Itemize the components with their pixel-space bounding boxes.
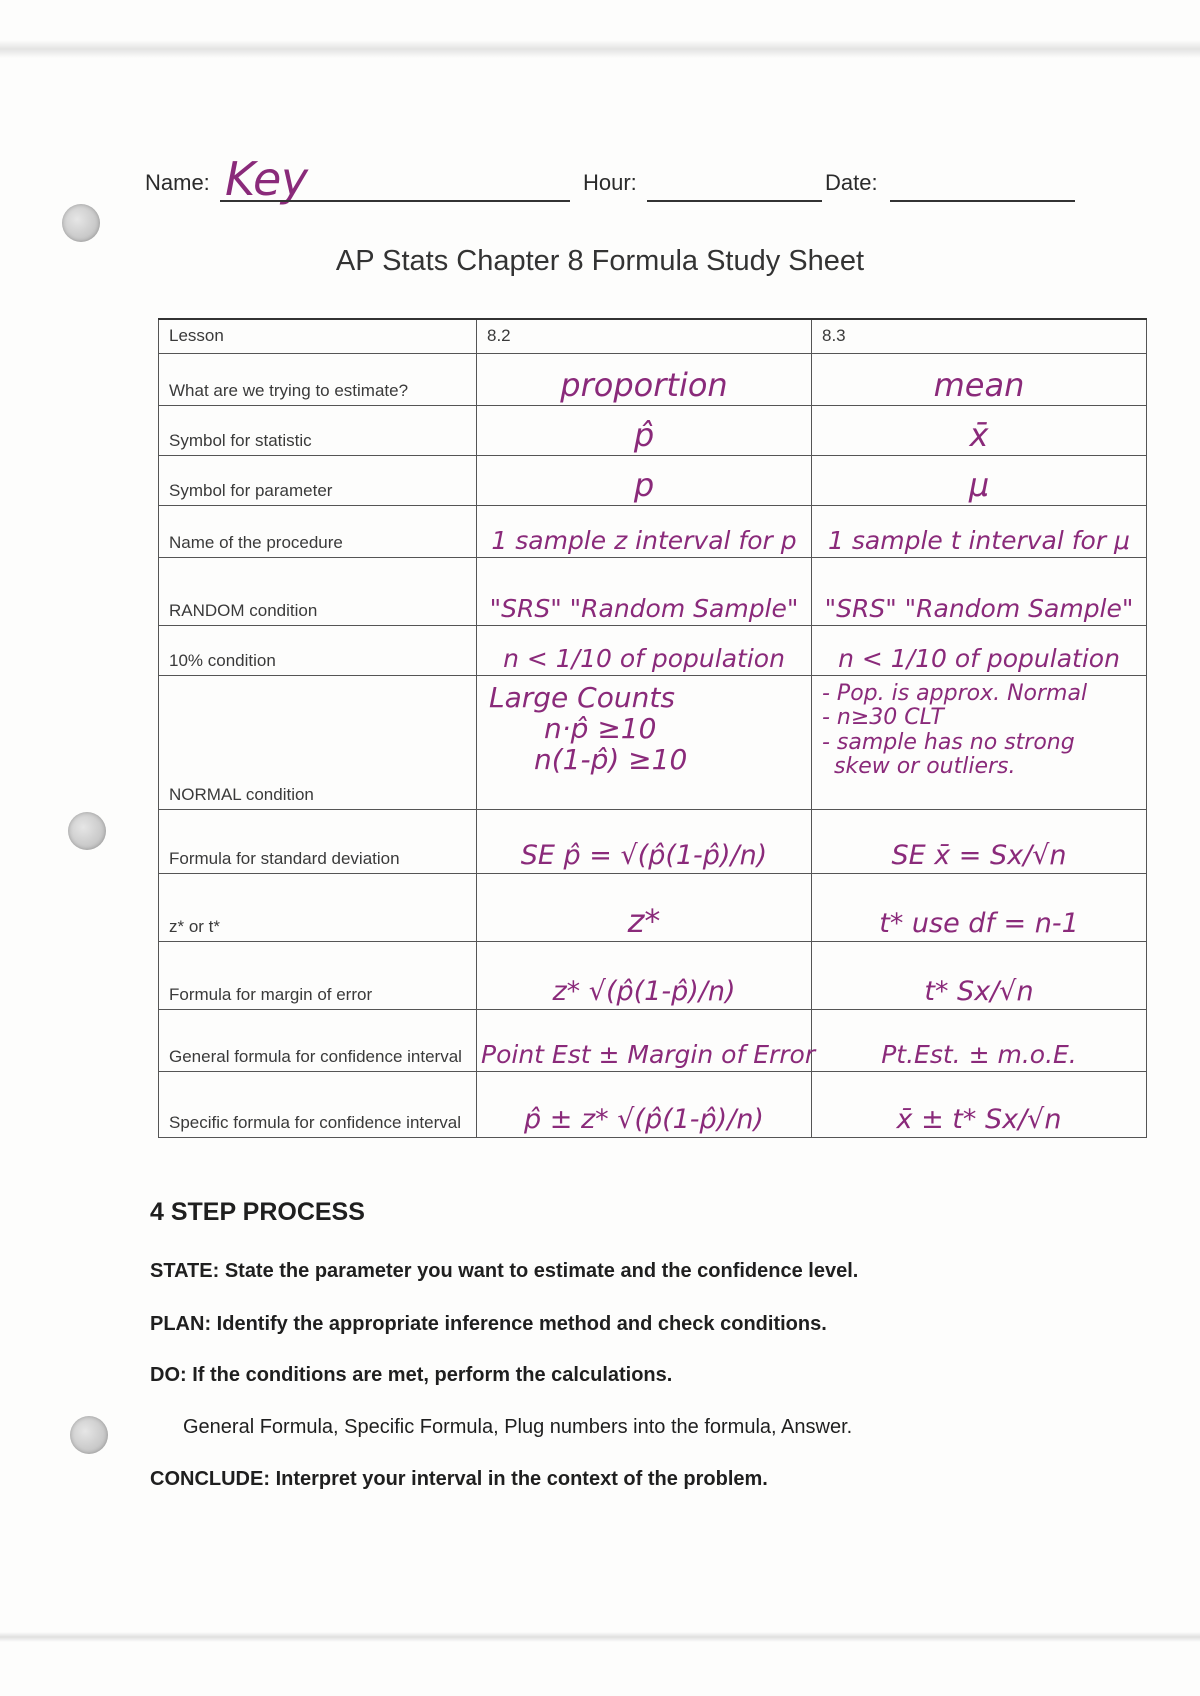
row-label: What are we trying to estimate? [159,353,477,405]
scan-edge-top [0,40,1200,58]
row-label: Symbol for parameter [159,455,477,505]
table-row [159,353,1147,405]
normal-condition-8-2 [481,682,807,776]
table-header-row [159,319,1147,353]
answer-8-3: "SRS" "Random Sample" [824,594,1134,624]
do-detail: General Formula, Specific Formula, Plug numbers into the formula, Answer. [183,1416,853,1438]
page-title: AP Stats Chapter 8 Formula Study Sheet [335,245,865,277]
answer-8-3: μ [968,465,990,504]
lesson-header: Lesson [159,319,477,353]
table-row [159,557,1147,625]
row-label: Symbol for statistic [159,405,477,455]
row-label: z* or t* [159,873,477,941]
date-label: Date: [825,170,878,195]
answer-8-2: Point Est ± Margin of Error [481,1040,816,1070]
normal-line: - Pop. is approx. Normal [822,680,1088,706]
state-label: STATE: [150,1260,220,1282]
normal-line: Large Counts [489,680,675,714]
normal-line: skew or outliers. [834,754,1016,780]
answer-8-2: p̂ [633,415,655,454]
date-line[interactable] [890,200,1075,202]
row-label: RANDOM condition [159,557,477,625]
answer-8-3: n < 1/10 of population [838,644,1120,674]
table-row [159,455,1147,505]
answer-8-2: proportion [560,365,728,404]
punch-hole-middle [68,812,106,850]
row-label: Formula for standard deviation [159,809,477,873]
conclude-text: Interpret your interval in the context of the problem. [275,1468,768,1490]
table-row [159,675,1147,809]
answer-8-2: p [633,465,655,504]
table-row [159,505,1147,557]
answer-8-3: SE x̄ = Sx/√n [891,840,1067,872]
state-step [150,1260,1050,1283]
do-label: DO: [150,1364,187,1386]
do-step [150,1364,1050,1387]
answer-8-2: z* √(p̂(1-p̂)/n) [552,976,736,1008]
lesson-8-3-header: 8.3 [812,319,1147,353]
answer-8-3: mean [933,365,1025,404]
name-line [220,200,570,202]
name-label: Name: [145,170,210,195]
plan-label: PLAN: [150,1313,212,1335]
answer-8-3: t* use df = n-1 [879,908,1079,940]
normal-line: - n≥30 CLT [822,705,944,731]
table-row [159,1071,1147,1137]
row-label: Specific formula for confidence interval [159,1071,477,1137]
answer-8-3: Pt.Est. ± m.o.E. [881,1040,1077,1070]
normal-condition-8-3 [816,682,1142,781]
lesson-8-2-header: 8.2 [477,319,812,353]
steps-heading: 4 STEP PROCESS [150,1198,365,1226]
answer-8-2: z* [627,901,661,940]
plan-step [150,1313,1050,1336]
row-label: Name of the procedure [159,505,477,557]
answer-8-3: x̄ ± t* Sx/√n [896,1104,1062,1136]
answer-8-2: n < 1/10 of population [503,644,785,674]
scan-edge-bottom [0,1632,1200,1642]
table-row [159,1009,1147,1071]
conclude-label: CONCLUDE: [150,1468,270,1490]
row-label: General formula for confidence interval [159,1009,477,1071]
answer-8-2: "SRS" "Random Sample" [489,594,799,624]
conclude-step [150,1468,1050,1491]
table-row [159,873,1147,941]
punch-hole-bottom [70,1416,108,1454]
name-value[interactable]: Key [225,152,308,206]
answer-8-2: SE p̂ = √(p̂(1-p̂)/n) [520,840,768,872]
header-fields [145,152,1075,210]
normal-line: n(1-p̂) ≥10 [534,743,688,777]
hour-line[interactable] [647,200,822,202]
answer-8-3: 1 sample t interval for μ [828,526,1130,556]
answer-8-3: t* Sx/√n [924,976,1034,1008]
answer-8-3: x̄ [969,415,989,454]
hour-label: Hour: [583,170,637,195]
normal-line: - sample has no strong [822,729,1075,755]
table-row [159,809,1147,873]
table-row [159,405,1147,455]
table-row [159,941,1147,1009]
answer-8-2: 1 sample z interval for p [491,526,797,556]
plan-text: Identify the appropriate inference method and check conditions. [216,1313,827,1335]
row-label: Formula for margin of error [159,941,477,1009]
punch-hole-top [62,204,100,242]
normal-line: n·p̂ ≥10 [544,711,657,745]
do-text: If the conditions are met, perform the calculations. [192,1364,673,1386]
row-label: NORMAL condition [159,675,477,809]
row-label: 10% condition [159,625,477,675]
formula-table [158,318,1147,1138]
table-row [159,625,1147,675]
state-text: State the parameter you want to estimate and the confidence level. [224,1260,859,1282]
answer-8-2: p̂ ± z* √(p̂(1-p̂)/n) [524,1104,764,1136]
